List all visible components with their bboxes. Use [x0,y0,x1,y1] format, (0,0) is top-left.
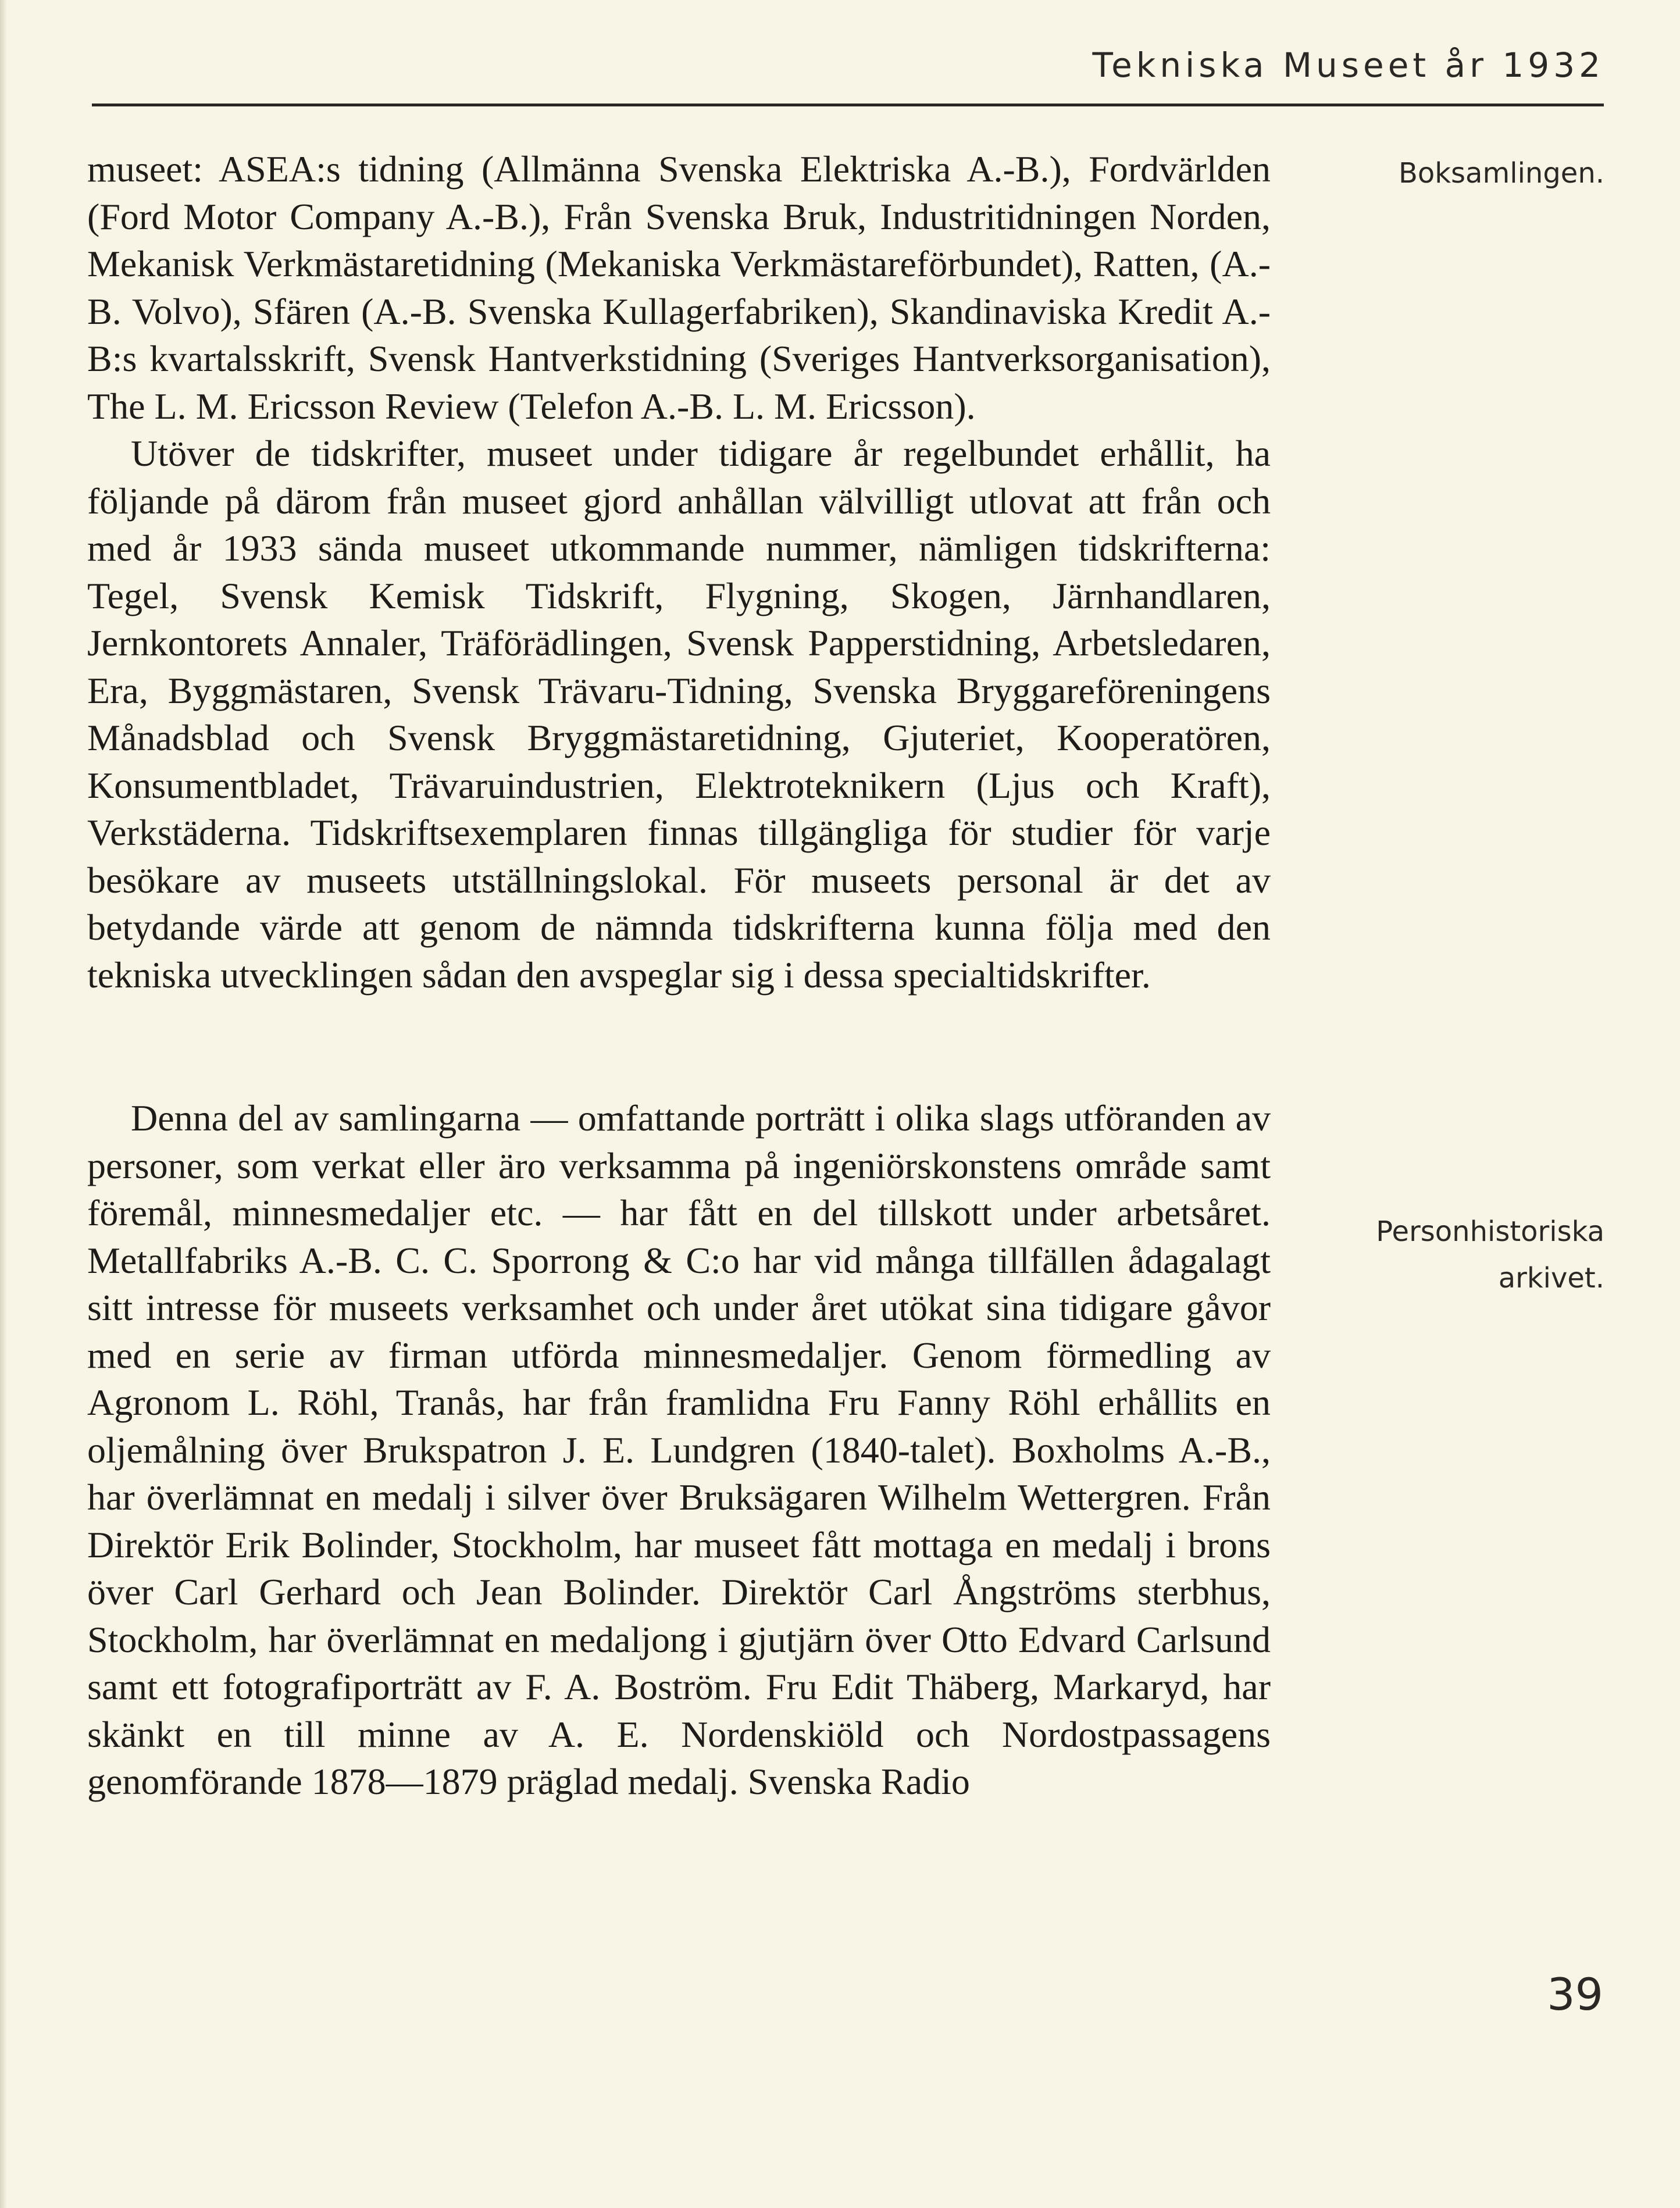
header-rule [92,104,1604,106]
paragraph-personhistoriska-arkivet: Denna del av samlingarna — omfattande porträtt i olika slags utföranden av personer, som verkat eller äro verksamma på ingeniörskonstens område samt föremål, minnesmedaljer etc. — har fått en del tillskott under arbetsåret. Metallfabriks A.-B. C. C. Sporrong & C:o har vid många tillfällen ådagalagt sitt intresse för museets verksamhet och under året utökat sina tidigare gåvor med en serie av firman utförda minnesmedaljer. Genom förmedling av Agronom L. Röhl, Tranås, har från framlidna Fru Fanny Röhl erhållits en oljemålning över Brukspatron J. E. Lundgren (1840-talet). Boxholms A.-B., har överlämnat en medalj i silver över Bruksägaren Wilhelm Wettergren. Från Direktör Erik Bolinder, Stockholm, har museet fått mottaga en medalj i brons över Carl Gerhard och Jean Bolinder. Direktör Carl Ångströms sterbhus, Stockholm, har överlämnat en medaljong i gjutjärn över Otto Edvard Carlsund samt ett fotografiporträtt av F. A. Boström. Fru Edit Thäberg, Markaryd, har skänkt en till minne av A. E. Nordenskiöld och Nordostpassagens genomförande 1878—1879 präglad medalj. Svenska Radio [87,1097,1271,1802]
paragraph-periodicals-promised: Utöver de tidskrifter, museet under tidigare år regelbundet erhållit, ha följande på därom från museet gjord anhållan välvilligt utlovat att från och med år 1933 sända museet utkommande nummer, nämligen tidskrifterna: Tegel, Svensk Kemisk Tidskrift, Flygning, Skogen, Järnhandlaren, Jernkontorets Annaler, Träförädlingen, Svensk Papperstidning, Arbetsledaren, Era, Byggmästaren, Svensk Trävaru-Tidning, Svenska Bryggareföreningens Månadsblad och Svensk Bryggmästaretidning, Gjuteriet, Kooperatören, Konsumentbladet, Trävaruindustrien, Elektroteknikern (Ljus och Kraft), Verkstäderna. Tidskriftsexemplaren finnas tillgängliga för studier för varje besökare av museets utställningslokal. För museets personal är det av betydande värde att genom de nämnda tidskrifterna kunna följa med den tekniska utvecklingen sådan den avspeglar sig i dessa specialtidskrifter. [87,433,1271,996]
page-edge-shadow [0,0,7,2208]
main-text-column [87,145,1271,1806]
page-number: 39 [1547,1968,1603,2020]
paragraph-periodicals-list: museet: ASEA:s tidning (Allmänna Svenska Elektriska A.-B.), Fordvärlden (Ford Motor Company A.-B.), Från Svenska Bruk, Industritidningen Norden, Mekanisk Verkmästaretidning (Mekaniska Verkmästareförbundet), Ratten, (A.-B. Volvo), Sfären (A.-B. Svenska Kullagerfabriken), Skandinaviska Kredit A.-B:s kvartalsskrift, Svensk Hantverkstidning (Sveriges Hantverksorganisation), The L. M. Ericsson Review (Telefon A.-B. L. M. Ericsson). [87,148,1271,427]
running-title: Tekniska Museet år 1932 [1092,45,1604,85]
margin-note-boksamlingen: Boksamlingen. [1398,157,1604,190]
margin-note-personhistoriska-arkivet: Personhistoriska arkivet. [1376,1215,1604,1294]
